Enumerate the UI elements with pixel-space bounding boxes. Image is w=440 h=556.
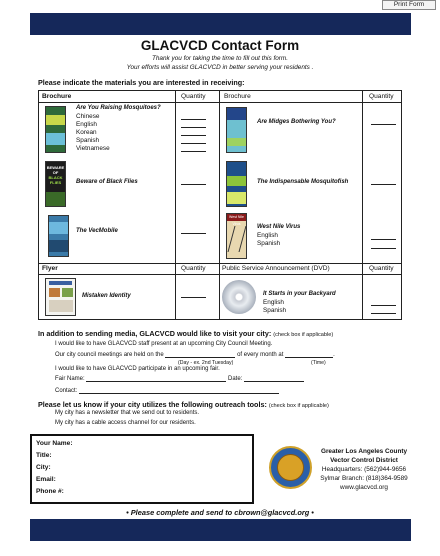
- visit-heading: In addition to sending media, GLACVCD would like to visit your city: (check box if applicable): [38, 329, 334, 338]
- mosquitoes-title: Are You Raising Mosquitoes?: [76, 105, 161, 111]
- quantity-line[interactable]: [371, 184, 396, 185]
- title-field[interactable]: Title:: [36, 452, 52, 459]
- midges-brochure-thumbnail: [226, 107, 247, 153]
- divider: [362, 91, 363, 319]
- language-option: English: [263, 299, 284, 306]
- language-option: English: [76, 121, 97, 128]
- thumb-text: BLACK: [48, 175, 63, 180]
- language-option: English: [257, 232, 278, 239]
- quantity-line[interactable]: [181, 135, 206, 136]
- top-banner: [30, 13, 411, 35]
- subtitle-efforts: Your efforts will assist GLACVCD in better serving your residents .: [126, 64, 314, 71]
- mosquitofish-title: The Indispensable Mosquitofish: [257, 179, 349, 185]
- materials-table: [38, 90, 402, 320]
- language-option: Spanish: [263, 307, 287, 314]
- language-option: Korean: [76, 129, 97, 136]
- dvd-icon: [222, 280, 256, 314]
- email-field[interactable]: Email:: [36, 476, 56, 483]
- language-option: Vietnamese: [76, 145, 110, 152]
- west-nile-title: West Nile Virus: [257, 224, 301, 230]
- city-field[interactable]: City:: [36, 464, 51, 471]
- brochure-header: Brochure: [42, 93, 72, 100]
- brochure-header: Brochure: [224, 93, 251, 100]
- quantity-line[interactable]: [181, 119, 206, 120]
- mosquitoes-brochure-thumbnail: [45, 106, 66, 153]
- quantity-header: Quantity: [181, 93, 206, 100]
- quantity-line[interactable]: [181, 127, 206, 128]
- thumb-text: BEWARE: [46, 165, 65, 170]
- quantity-line[interactable]: [181, 233, 206, 234]
- fair-option[interactable]: I would like to have GLACVCD participate in an upcoming fair.: [55, 366, 220, 372]
- divider: [39, 263, 401, 264]
- quantity-header: Quantity: [181, 265, 206, 272]
- mistaken-identity-flyer-thumbnail: [45, 278, 76, 316]
- fair-name-field[interactable]: [86, 381, 226, 382]
- quantity-header: Quantity: [369, 265, 394, 272]
- sylmar-phone: Sylmar Branch: (818)364-9589: [320, 475, 408, 482]
- name-field[interactable]: Your Name:: [36, 440, 73, 447]
- print-form-button[interactable]: Print Form: [382, 0, 436, 10]
- thumb-text: West Nile Virus: [227, 214, 246, 221]
- mistaken-identity-title: Mistaken Identity: [82, 293, 131, 299]
- language-option: Spanish: [76, 137, 100, 144]
- quantity-header: Quantity: [369, 93, 394, 100]
- midges-title: Are Midges Bothering You?: [257, 119, 336, 125]
- council-meeting-option[interactable]: I would like to have GLACVCD staff present at an upcoming City Council Meeting.: [55, 341, 273, 347]
- flyer-header: Flyer: [42, 265, 58, 272]
- council-meeting-schedule: Our city council meetings are held on the of every month at .: [55, 352, 335, 358]
- divider: [39, 274, 401, 275]
- cable-channel-option[interactable]: My city has a cable access channel for our residents.: [55, 420, 196, 426]
- west-nile-brochure-thumbnail: [226, 213, 247, 259]
- vecmobile-title: The VecMobile: [76, 228, 118, 234]
- psa-header: Public Service Announcement (DVD): [222, 265, 330, 272]
- subtitle-thanks: Thank you for taking the time to fill out this form.: [151, 55, 289, 62]
- vecmobile-brochure-thumbnail: [48, 215, 69, 257]
- district-seal-logo: [269, 446, 312, 489]
- quantity-line[interactable]: [181, 151, 206, 152]
- meeting-time-field[interactable]: [285, 357, 333, 358]
- black-flies-title: Beware of Black Flies: [76, 179, 138, 185]
- quantity-line[interactable]: [181, 184, 206, 185]
- meeting-day-field[interactable]: [165, 357, 235, 358]
- time-hint: (Time): [311, 360, 326, 366]
- thumb-text: OF: [52, 170, 59, 175]
- divider: [219, 91, 220, 319]
- divider: [175, 91, 176, 319]
- headquarters-phone: Headquarters: (562)944-9656: [321, 466, 407, 473]
- language-option: Spanish: [257, 240, 281, 247]
- day-hint: (Day - ex. 2nd Tuesday): [178, 360, 234, 366]
- mosquitofish-brochure-thumbnail: [226, 161, 247, 207]
- thumb-text: FLIES: [49, 180, 62, 185]
- quantity-line[interactable]: [371, 305, 396, 306]
- quantity-line[interactable]: [181, 297, 206, 298]
- bottom-banner: [30, 519, 411, 541]
- quantity-line[interactable]: [371, 124, 396, 125]
- fair-date-field[interactable]: [244, 381, 304, 382]
- language-option: Chinese: [76, 113, 100, 120]
- quantity-line[interactable]: [371, 248, 396, 249]
- quantity-line[interactable]: [371, 239, 396, 240]
- fair-details: Fair Name: Date:: [55, 376, 304, 382]
- black-flies-brochure-thumbnail: [45, 161, 66, 207]
- fair-contact: Contact:: [55, 388, 279, 394]
- footer-instruction: • Please complete and send to cbrown@glacvcd.org •: [126, 508, 314, 517]
- phone-field[interactable]: Phone #:: [36, 488, 64, 495]
- quantity-line[interactable]: [181, 143, 206, 144]
- fair-contact-field[interactable]: [79, 393, 279, 394]
- materials-instruction: Please indicate the materials you are interested in receiving:: [38, 78, 245, 87]
- divider: [39, 102, 401, 103]
- quantity-line[interactable]: [371, 313, 396, 314]
- page-title: GLACVCD Contact Form: [140, 38, 300, 53]
- org-name: Greater Los Angeles County: [320, 448, 408, 455]
- backyard-title: It Starts in your Backyard: [263, 291, 336, 297]
- outreach-heading: Please let us know if your city utilizes the following outreach tools: (check box if applicable): [38, 400, 329, 409]
- newsletter-option[interactable]: My city has a newsletter that we send out to residents.: [55, 410, 200, 416]
- contact-info-box: [30, 434, 254, 504]
- org-name: Vector Control District: [330, 457, 398, 464]
- website: www.glacvcd.org: [340, 484, 388, 491]
